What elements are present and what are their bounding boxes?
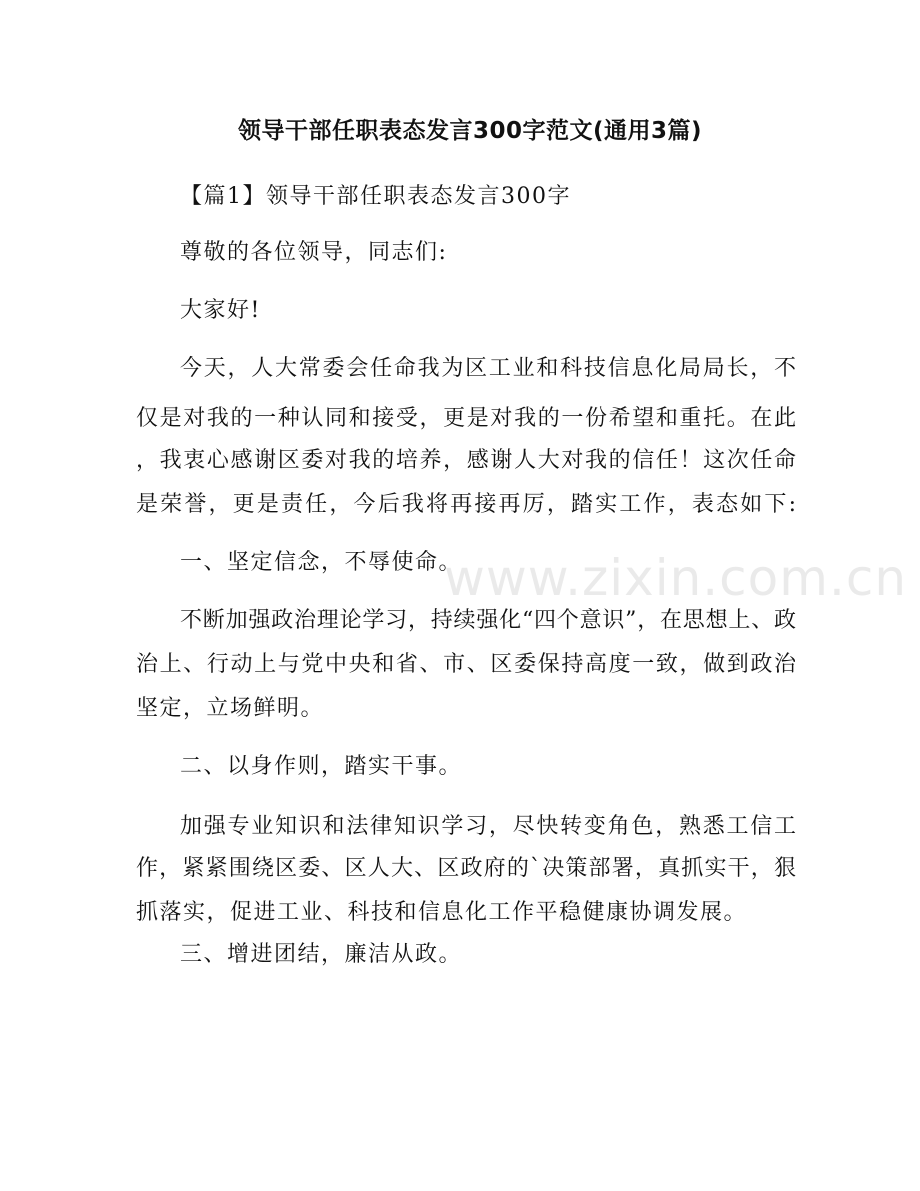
paragraph-line: 仅是对我的一种认同和接受，更是对我的一份希望和重托。在此: [136, 406, 796, 431]
point-heading: 三、增进团结，廉洁从政。: [180, 942, 463, 967]
paragraph-line: ，我衷心感谢区委对我的培养，感谢人大对我的信任！这次任命: [136, 448, 796, 473]
point-heading: 一、坚定信念，不辱使命。: [180, 550, 463, 575]
paragraph-line: 坚定，立场鲜明。: [136, 696, 325, 721]
paragraph-line: 加强专业知识和法律知识学习，尽快转变角色，熟悉工信工: [180, 814, 796, 839]
paragraph-line: 治上、行动上与党中央和省、市、区委保持高度一致，做到政治: [136, 652, 796, 677]
greeting: 大家好!: [180, 298, 261, 323]
paragraph-line: 是荣誉，更是责任，今后我将再接再厉，踏实工作，表态如下:: [136, 492, 796, 517]
section-heading: 【篇1】领导干部任职表态发言300字: [180, 184, 571, 209]
salutation: 尊敬的各位领导，同志们:: [180, 240, 448, 265]
paragraph-line: 不断加强政治理论学习，持续强化“四个意识”，在思想上、政: [180, 608, 796, 633]
paragraph-line: 抓落实，促进工业、科技和信息化工作平稳健康协调发展。: [136, 900, 748, 925]
paragraph-line: 今天，人大常委会任命我为区工业和科技信息化局局长，不: [180, 356, 796, 381]
document-title: 领导干部任职表态发言300字范文(通用3篇): [237, 118, 703, 144]
paragraph-line: 作，紧紧围绕区委、区人大、区政府的`决策部署，真抓实干，狠: [136, 856, 796, 881]
point-heading: 二、以身作则，踏实干事。: [180, 754, 463, 779]
watermark: www.zixin.com.cn: [444, 549, 908, 607]
